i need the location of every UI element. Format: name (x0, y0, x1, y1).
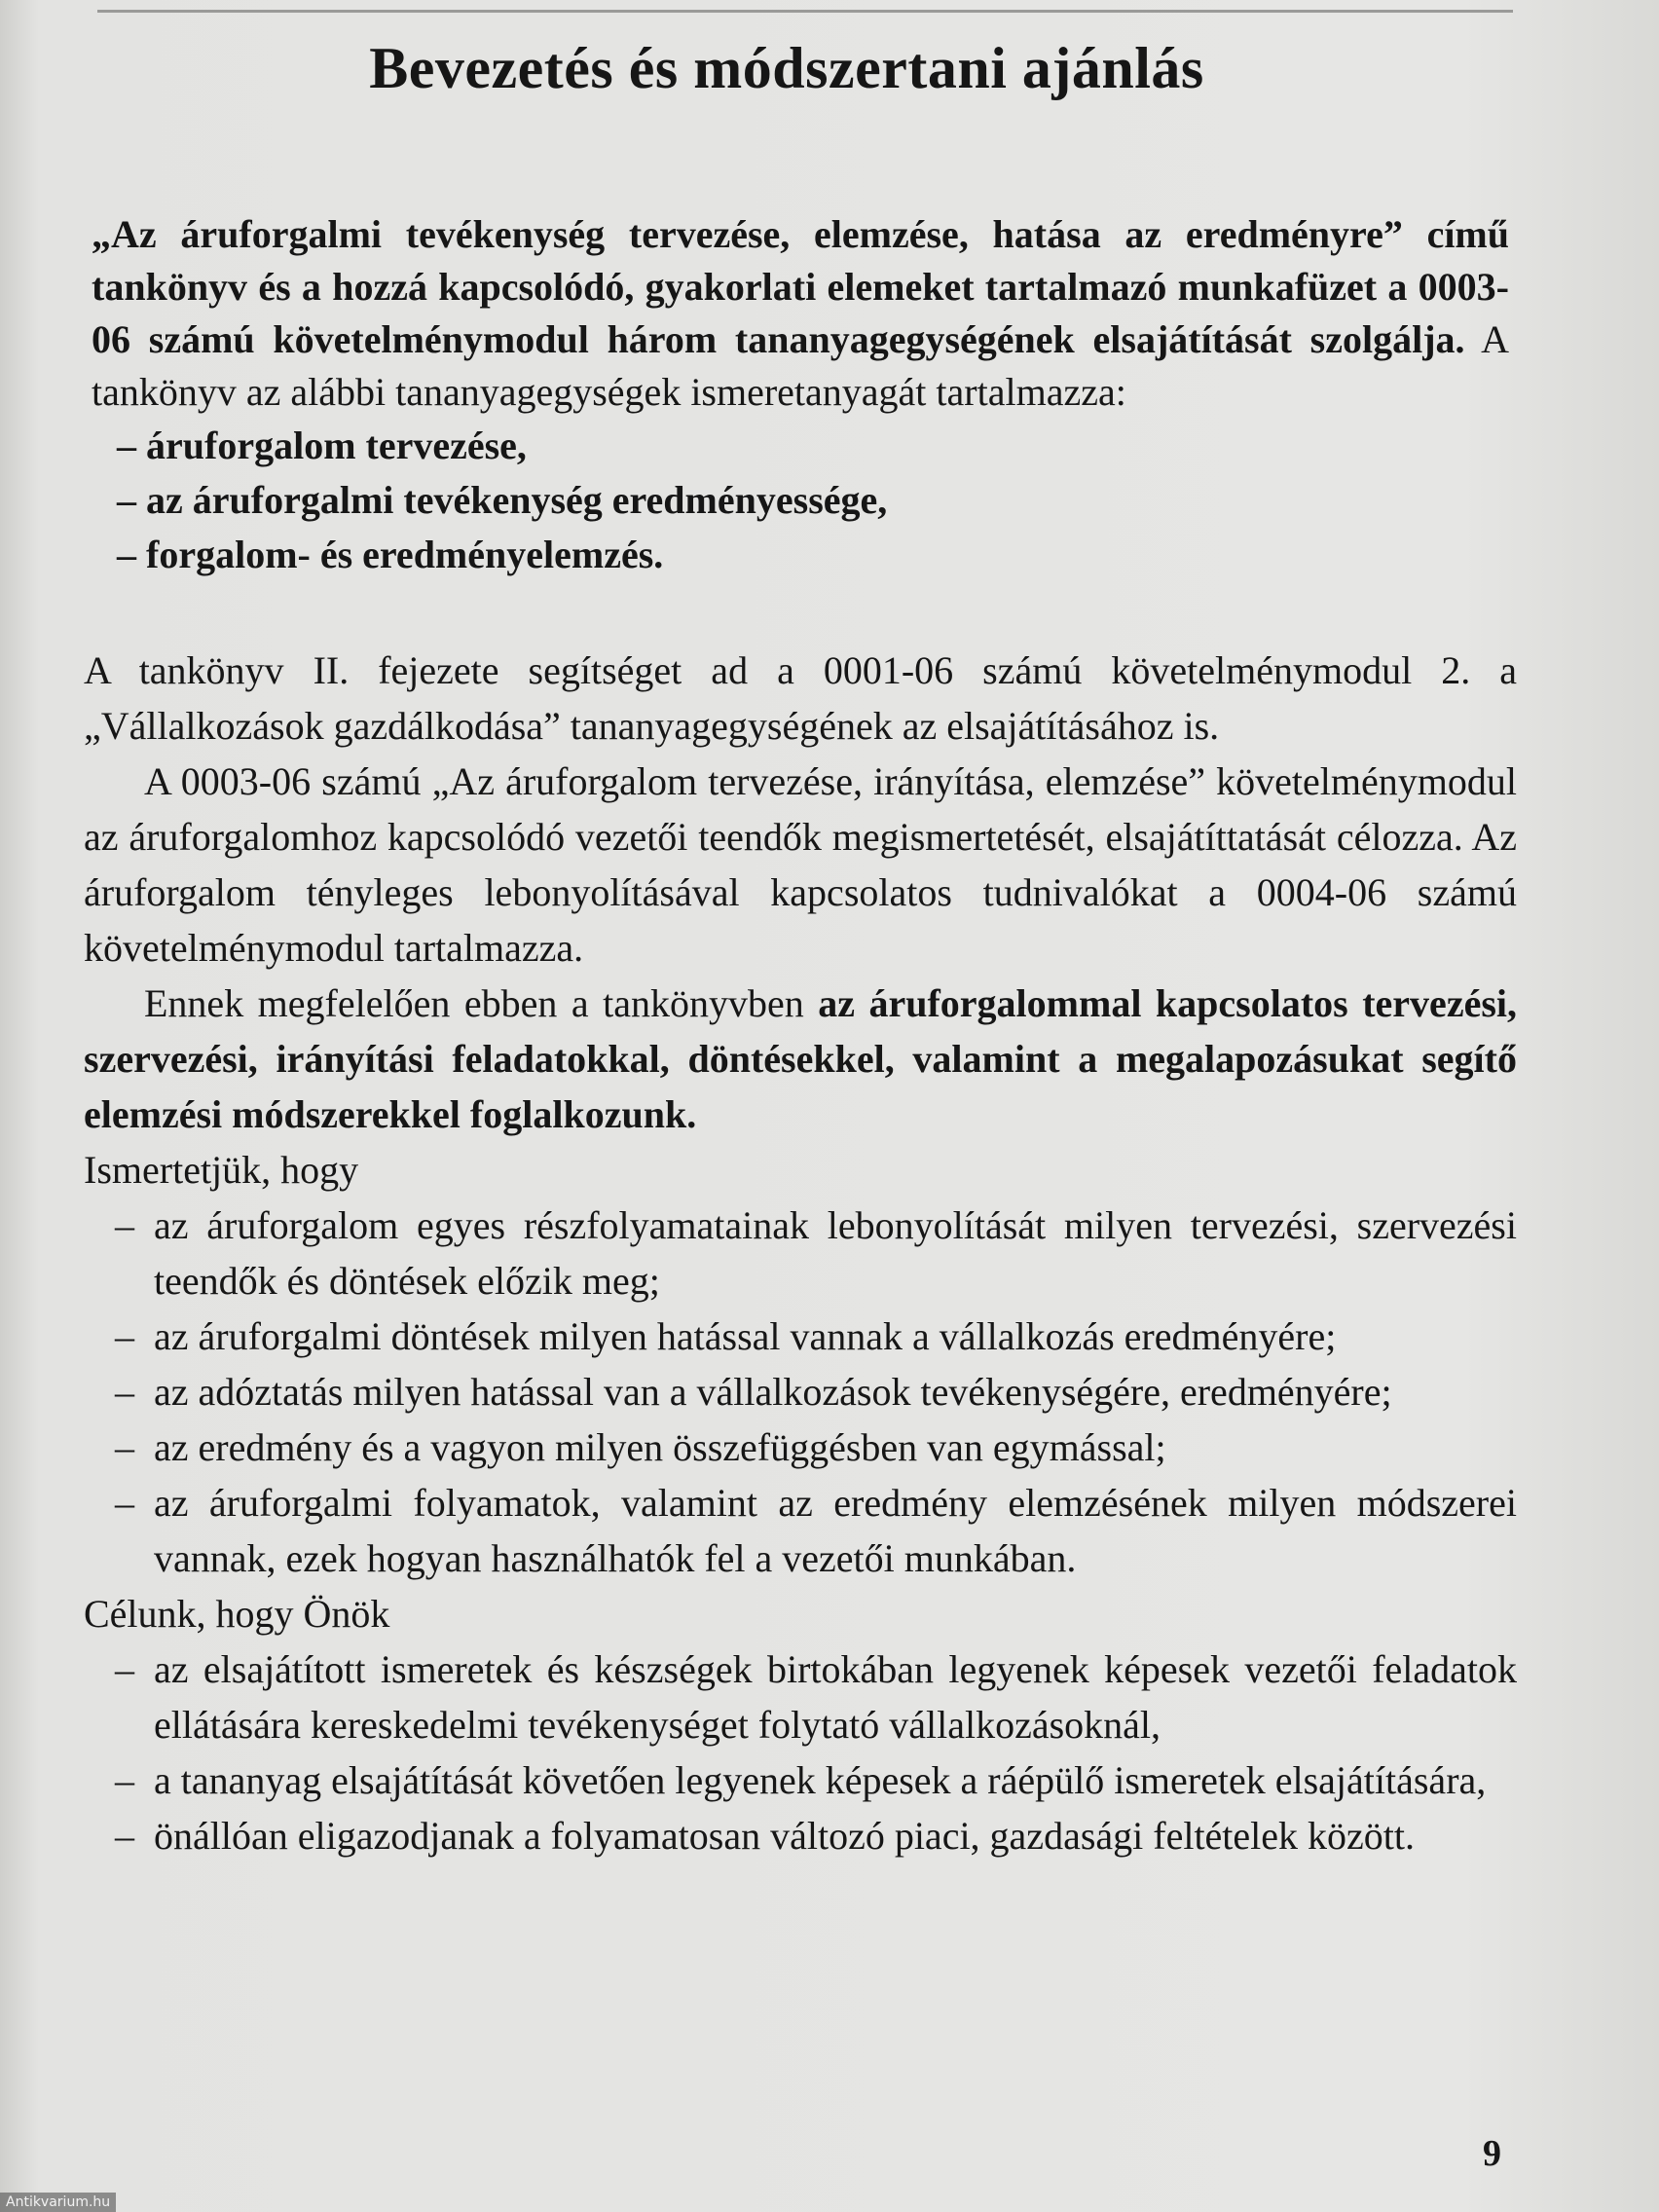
goal-label: Célunk, hogy Önök (84, 1592, 390, 1636)
top-rule (97, 10, 1513, 13)
page-content (76, 29, 1517, 1863)
list-item (115, 1309, 1517, 1364)
page-title: Bevezetés és módszertani ajánlás (369, 36, 1204, 100)
list-item-text: az áruforgalmi döntések milyen hatással vannak a vállalkozás eredményére; (154, 1314, 1337, 1358)
list-item-text: az áruforgalmi folyamatok, valamint az eredmény elemzésének milyen módszerei vannak, ezek hogyan használhatók fel a vezetői munkában. (154, 1481, 1517, 1580)
dash-mark: – (115, 1647, 134, 1691)
goals-list (84, 1641, 1517, 1863)
list-item (115, 1752, 1517, 1808)
list-item (115, 1364, 1517, 1419)
list-item-text: az áruforgalom egyes részfolyamatainak lebonyolítását milyen tervezési, szervezési teendők és döntések előzik meg; (154, 1203, 1517, 1303)
list-item (115, 1198, 1517, 1309)
dash-mark: – (115, 1481, 134, 1525)
list-item-text: a tananyag elsajátítását követően legyenek képesek a ráépülő ismeretek elsajátítására, (154, 1758, 1487, 1802)
unit-item: – az áruforgalmi tevékenység eredményessége, (117, 478, 888, 522)
dash-mark: – (115, 1758, 134, 1802)
intro-paragraph (76, 208, 1517, 419)
dash-mark: – (115, 1370, 134, 1414)
main-body (76, 643, 1517, 1863)
list-item (115, 1641, 1517, 1752)
watermark: Antikvarium.hu (0, 2193, 116, 2212)
focus-bold-text: az áruforgalommal kapcsolatos tervezési, szervezési, irányítási feladatokkal, döntésekkel, valamint a megalapozásukat segítő elemzési módszerekkel foglalkozunk. (84, 981, 1517, 1136)
paragraph-focus (84, 976, 1517, 1142)
intro-rest-text: A tankönyv az alábbi tananyagegységek ismeretanyagát tartalmazza: (92, 317, 1509, 414)
list-item (115, 1419, 1517, 1475)
list-item-text: önállóan eligazodjanak a folyamatosan változó piaci, gazdasági feltételek között. (154, 1814, 1416, 1858)
unit-list (76, 419, 1517, 582)
list-item (115, 1808, 1517, 1863)
dash-mark: – (115, 1425, 134, 1469)
list-item-text: az eredmény és a vagyon milyen összefüggésben van egymással; (154, 1425, 1166, 1469)
page-number: 9 (1483, 2133, 1501, 2174)
paragraph-chapter-2: A tankönyv II. fejezete segítséget ad a 0001-06 számú követelménymodul 2. a „Vállalkozások gazdálkodása” tananyagegységének az elsajátításához is. (84, 648, 1517, 748)
list-item-text: az elsajátított ismeretek és készségek birtokában legyenek képesek vezetői feladatok ellátására kereskedelmi tevékenységet folytató vállalkozásoknál, (154, 1647, 1517, 1747)
dash-mark: – (115, 1203, 134, 1247)
intro-bold-text: „Az áruforgalmi tevékenység tervezése, elemzése, hatása az eredményre” című tankönyv és a hozzá kapcsolódó, gyakorlati elemeket tartalmazó munkafüzet a 0003-06 számú követelménymodul három tananyagegységének elsajátítását szolgálja. (92, 212, 1509, 361)
dash-mark: – (115, 1314, 134, 1358)
list-item-text: az adóztatás milyen hatással van a vállalkozások tevékenységére, eredményére; (154, 1370, 1392, 1414)
list-intro-label: Ismertetjük, hogy (84, 1148, 359, 1192)
dash-mark: – (115, 1814, 134, 1858)
unit-item: – áruforgalom tervezése, (117, 424, 527, 467)
unit-item: – forgalom- és eredményelemzés. (117, 533, 664, 576)
paragraph-module: A 0003-06 számú „Az áruforgalom tervezése, irányítása, elemzése” követelménymodul az áruforgalomhoz kapcsolódó vezetői teendők megismertetését, elsajátíttatását célozza. Az áruforgalom tényleges lebonyolításával kapcsolatos tudnivalókat a 0004-06 számú követelménymodul tartalmazza. (84, 759, 1517, 970)
topics-list (84, 1198, 1517, 1586)
list-item (115, 1475, 1517, 1586)
focus-lead-text: Ennek megfelelően ebben a tankönyvben (144, 981, 819, 1025)
